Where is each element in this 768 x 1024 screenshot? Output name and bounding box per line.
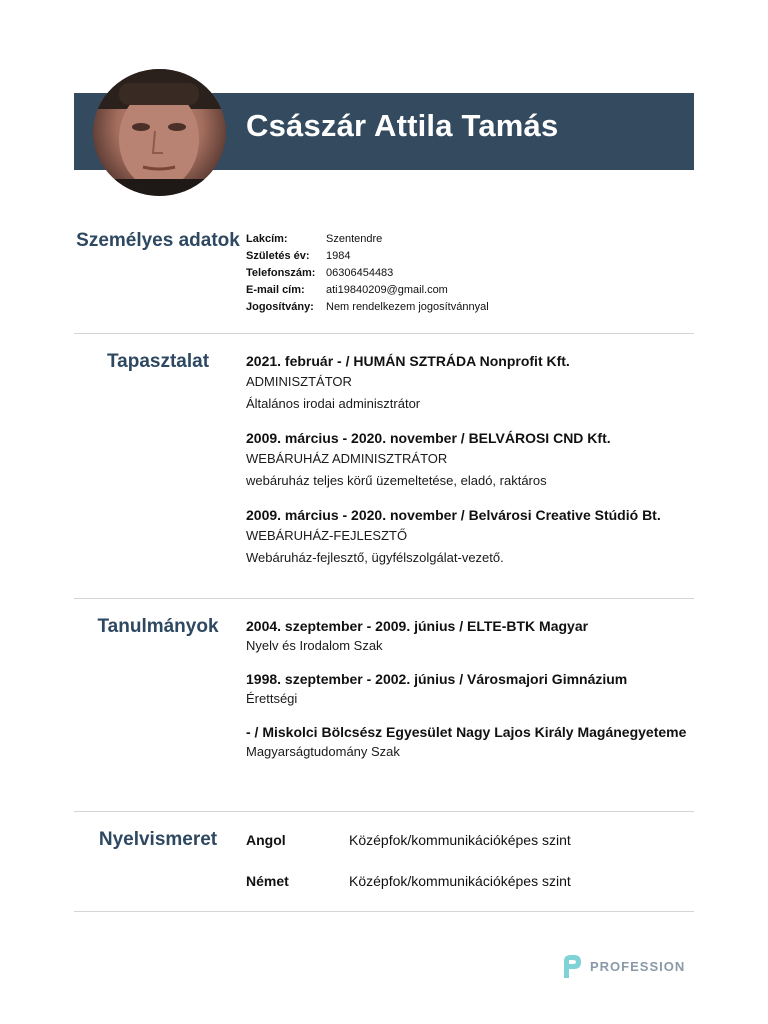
experience-entry	[246, 352, 694, 415]
personal-value: ati19840209@gmail.com	[326, 284, 448, 296]
education-description: Nyelv és Irodalom Szak	[246, 638, 383, 653]
profession-logo-icon	[558, 953, 584, 979]
personal-label: Jogosítvány:	[246, 301, 314, 313]
divider	[74, 811, 694, 812]
language-level: Középfok/kommunikációképes szint	[349, 873, 571, 889]
personal-value: Szentendre	[326, 233, 383, 245]
profession-brand-text: PROFESSION	[590, 958, 686, 974]
personal-value: Nem rendelkezem jogosítvánnyal	[326, 301, 489, 313]
education-title: Tanulmányok	[97, 616, 219, 637]
experience-heading: 2009. március - 2020. november / Belvárosi Creative Stúdió Bt.	[246, 507, 661, 523]
personal-row	[246, 231, 694, 248]
personal-row	[246, 248, 694, 265]
education-entry	[246, 617, 694, 656]
personal-row	[246, 282, 694, 299]
experience-list	[246, 352, 694, 583]
experience-title: Tapasztalat	[106, 351, 210, 372]
experience-role: WEBÁRUHÁZ-FEJLESZTŐ	[246, 528, 408, 543]
experience-heading: 2021. február - / HUMÁN SZTRÁDA Nonprofit Kft.	[246, 353, 570, 369]
personal-label: Lakcím:	[246, 233, 288, 245]
education-entry	[246, 670, 694, 709]
experience-description: Webáruház-fejlesztő, ügyfélszolgálat-vezető.	[246, 550, 504, 565]
personal-row	[246, 265, 694, 282]
personal-label: Születés év:	[246, 250, 310, 262]
language-name: Német	[246, 873, 289, 889]
personal-label: Telefonszám:	[246, 267, 316, 279]
experience-entry	[246, 429, 694, 492]
experience-role: WEBÁRUHÁZ ADMINISZTRÁTOR	[246, 451, 448, 466]
experience-heading: 2009. március - 2020. november / BELVÁROSI CND Kft.	[246, 430, 611, 446]
divider	[74, 333, 694, 334]
personal-value: 06306454483	[326, 267, 394, 279]
profession-brand	[558, 953, 685, 979]
language-name: Angol	[246, 832, 286, 848]
personal-details	[246, 231, 694, 316]
education-heading: - / Miskolci Bölcsész Egyesület Nagy Lajos Király Magánegyeteme	[246, 724, 687, 740]
personal-value: 1984	[326, 250, 351, 262]
education-entry	[246, 723, 694, 762]
education-heading: 2004. szeptember - 2009. június / ELTE-BTK Magyar	[246, 618, 589, 634]
divider	[74, 598, 694, 599]
education-heading: 1998. szeptember - 2002. június / Városmajori Gimnázium	[246, 671, 628, 687]
experience-description: Általános irodai adminisztrátor	[246, 396, 421, 411]
education-list	[246, 617, 694, 776]
profile-photo	[93, 69, 226, 196]
experience-role: ADMINISZTÁTOR	[246, 374, 352, 389]
divider	[74, 911, 694, 912]
language-row	[246, 830, 694, 850]
experience-entry	[246, 506, 694, 569]
languages-title: Nyelvismeret	[98, 829, 218, 850]
education-description: Magyarságtudomány Szak	[246, 744, 400, 759]
candidate-name: Császár Attila Tamás	[246, 108, 559, 143]
education-description: Érettségi	[246, 691, 298, 706]
language-level: Középfok/kommunikációképes szint	[349, 832, 571, 848]
personal-row	[246, 299, 694, 316]
experience-description: webáruház teljes körű üzemeltetése, eladó, raktáros	[246, 473, 547, 488]
languages-list	[246, 830, 694, 912]
personal-label: E-mail cím:	[246, 284, 305, 296]
personal-title: Személyes adatok	[76, 230, 240, 251]
language-row	[246, 871, 694, 891]
